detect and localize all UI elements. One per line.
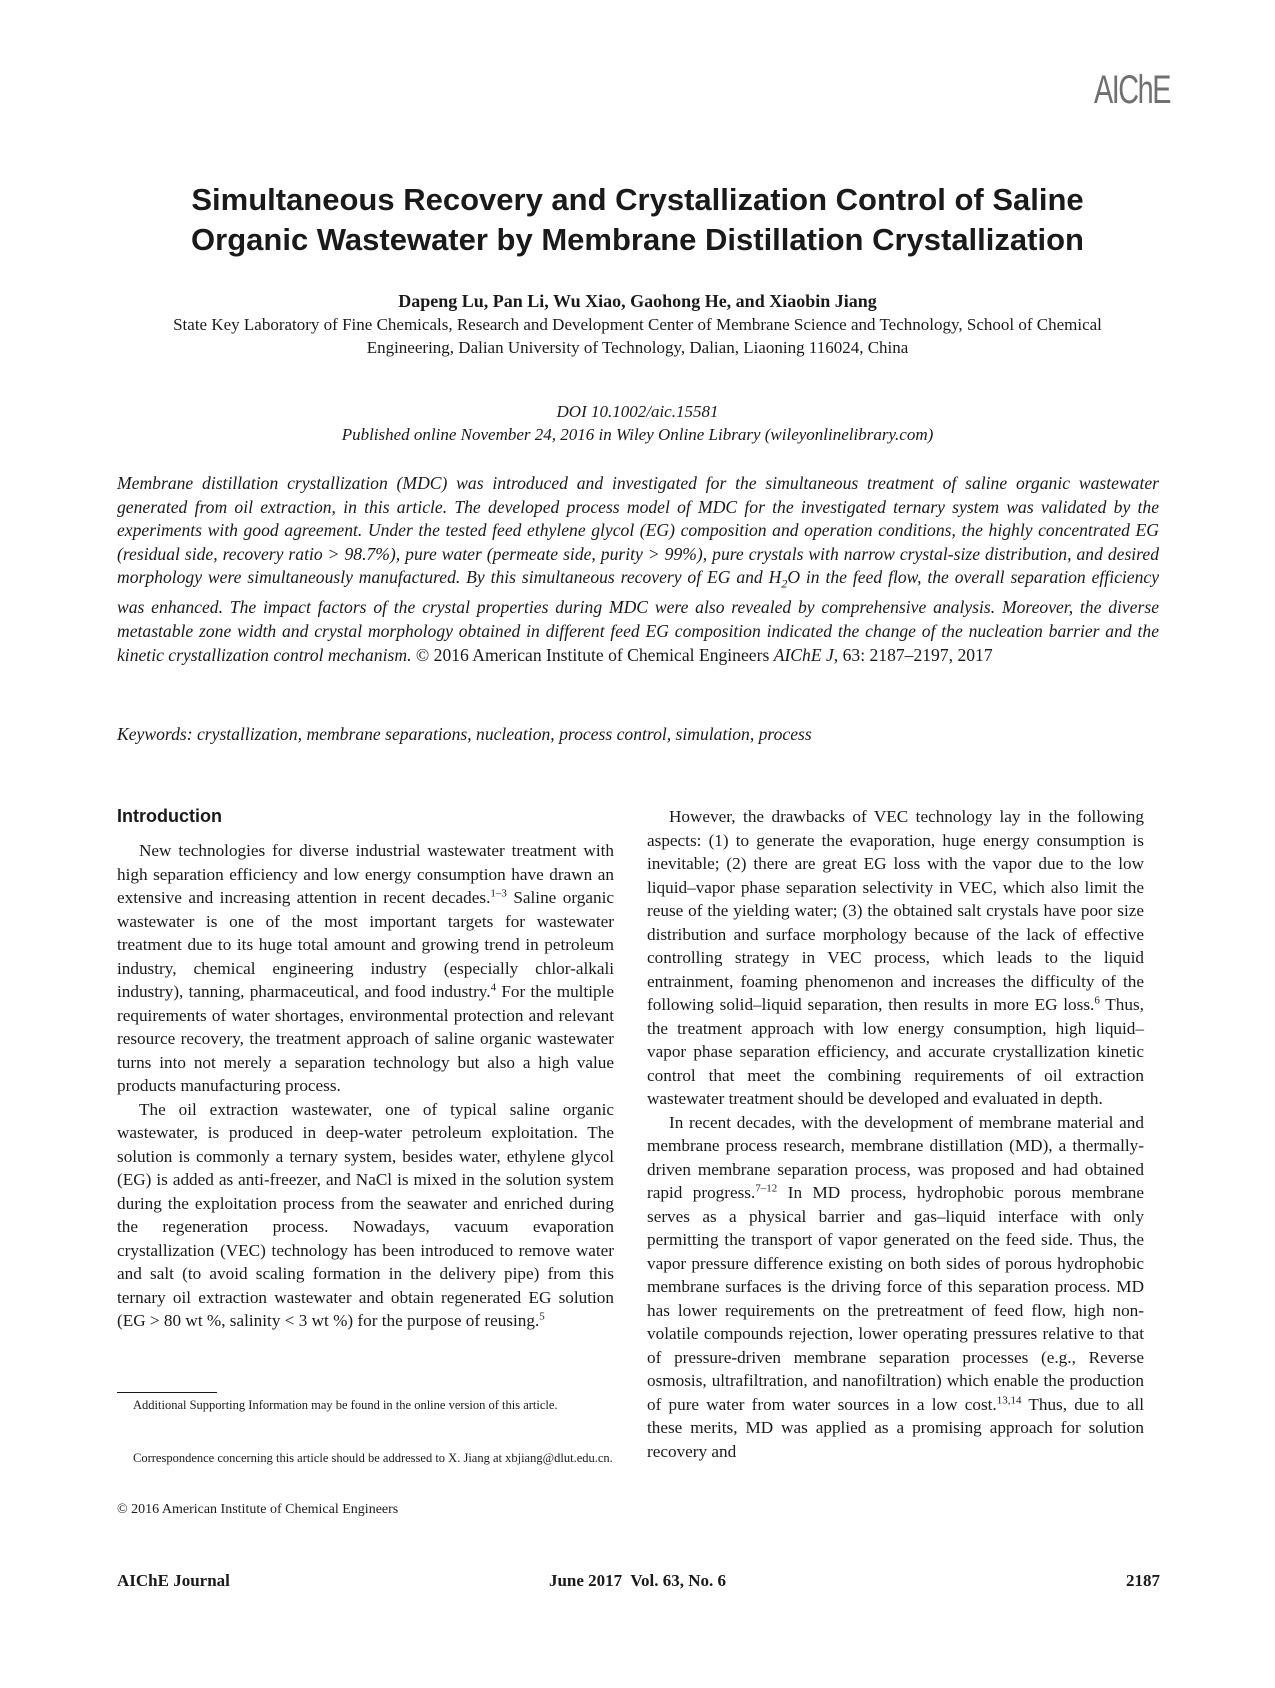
footer-journal: AIChE Journal xyxy=(117,1571,230,1590)
abstract-part-2: O in the feed flow, the overall separation efficiency was enhanced. The impact factors of the crystal properties during MDC were also revealed by comprehensive analysis. Moreover, the diverse metastable zone width and crystal morphology obtained in different feed EG composition indicated the change of the nucleation barrier and the kinetic crystallization control mechanism. xyxy=(117,567,1160,665)
title-line-1: Simultaneous Recovery and Crystallization Control of Saline xyxy=(191,182,1084,217)
paragraph xyxy=(117,839,614,1098)
author-list: Dapeng Lu, Pan Li, Wu Xiao, Gaohong He, and Xiaobin Jiang xyxy=(398,291,877,311)
abstract-subscript: 2 xyxy=(781,576,788,591)
text-span: In recent decades, with the development of membrane material and membrane process research, membrane distillation (MD), a thermally-driven membrane separation process, was proposed and had obtained rapid progress. xyxy=(647,1112,1144,1202)
citation-ref: 1–3 xyxy=(490,887,507,900)
keywords: Keywords: crystallization, membrane separations, nucleation, process control, simulation, process xyxy=(117,724,812,744)
paragraph xyxy=(647,805,1144,1111)
abstract-copyright: © 2016 American Institute of Chemical Engineers xyxy=(411,644,774,665)
text-span: The oil extraction wastewater, one of typical saline organic wastewater, is produced in deep-water petroleum exploitation. The solution is commonly a ternary system, besides water, ethylene glycol (EG) is added as anti-freezer, and NaCl is mixed in the solution system during the exploitation process from the seawater and enriched during the regeneration process. Nowadays, vacuum evaporation crystallization (VEC) technology has been introduced to remove water and salt (to avoid scaling formation in the delivery pipe) from this ternary oil extraction wastewater and obtain regenerated EG solution (EG > 80 wt %, salinity < 3 wt %) for the purpose of reusing. xyxy=(117,1099,614,1330)
journal-logo: AIChE xyxy=(1093,68,1170,112)
article-title xyxy=(110,180,1165,260)
text-span: However, the drawbacks of VEC technology lay in the following aspects: (1) to generate the evaporation, huge energy consumption is inevitable; (2) there are great EG loss with the vapor due to the low liquid–vapor phase separation selectivity in VEC, which also limit the reuse of the yielding water; (3) the obtained salt crystals have poor size distribution and surface morphology because of the lack of effective controlling strategy in VEC process, which leads to the liquid entrainment, foaming phenomenon and increases the difficulty of the following solid–liquid separation, then results in more EG loss. xyxy=(647,807,1144,1014)
abstract-journal: AIChE J xyxy=(773,644,834,665)
text-span: For the multiple requirements of water shortages, environmental protection and relevant resource recovery, the treatment approach of saline organic wastewater turns into not merely a separation technology but also a high value products manufacturing process. xyxy=(117,982,614,1095)
doi: DOI 10.1002/aic.15581 xyxy=(556,402,719,421)
citation-ref: 7–12 xyxy=(755,1182,778,1195)
footnote-correspondence: Correspondence concerning this article should be addressed to X. Jiang at xbjiang@dlut.edu.cn. xyxy=(133,1451,613,1465)
text-span: Thus, due to all these merits, MD was applied as a promising approach for solution recovery and xyxy=(647,1394,1144,1461)
right-column xyxy=(647,805,1144,1463)
text-span: Thus, the treatment approach with low energy consumption, high liquid–vapor phase separation efficiency, and accurate crystallization kinetic control that meet the combining requirements of oil extraction wastewater treatment should be developed and evaluated in depth. xyxy=(647,995,1144,1108)
affiliation: State Key Laboratory of Fine Chemicals, Research and Development Center of Membrane Science and Technology, School of Chemical Engineering, Dalian University of Technology, Dalian, Liaoning 116024, China xyxy=(173,315,1102,357)
paragraph xyxy=(117,1098,614,1333)
footer-page-number: 2187 xyxy=(1126,1571,1160,1590)
abstract xyxy=(117,472,1159,667)
abstract-citation: , 63: 2187–2197, 2017 xyxy=(833,644,993,665)
citation-ref: 4 xyxy=(490,981,497,994)
intro-heading: Introduction xyxy=(117,806,222,826)
abstract-part-1: Membrane distillation crystallization (MDC) was introduced and investigated for the simultaneous treatment of saline organic wastewater generated from oil extraction, in this article. The developed process model of MDC for the investigated ternary system was validated by the experiments with good agreement. Under the tested feed ethylene glycol (EG) composition and operation conditions, the highly concentrated EG (residual side, recovery ratio > 98.7%), pure water (permeate side, purity > 99%), pure crystals with narrow crystal-size distribution, and desired morphology were simultaneously manufactured. By this simultaneous recovery of EG and H xyxy=(117,473,1159,588)
text-span: Saline organic wastewater is one of the most important targets for wastewater treatment due to its huge total amount and growing trend in petroleum industry, chemical engineering industry (especially chlor-alkali industry), tanning, pharmaceutical, and food industry. xyxy=(117,888,615,1001)
citation-ref: 6 xyxy=(1094,994,1100,1007)
publication-info: Published online November 24, 2016 in Wiley Online Library (wileyonlinelibrary.com) xyxy=(341,425,934,444)
citation-ref: 13,14 xyxy=(996,1393,1022,1406)
paragraph xyxy=(647,1111,1144,1464)
citation-ref: 5 xyxy=(539,1310,545,1323)
footer-issue: June 2017 Vol. 63, No. 6 xyxy=(548,1571,727,1590)
title-line-2: Organic Wastewater by Membrane Distillation Crystallization xyxy=(191,222,1084,257)
footnote-rule xyxy=(117,1392,217,1393)
footnote-supporting-info: Additional Supporting Information may be found in the online version of this article. xyxy=(133,1398,558,1412)
copyright: © 2016 American Institute of Chemical Engineers xyxy=(117,1502,399,1517)
text-span: New technologies for diverse industrial wastewater treatment with high separation efficiency and low energy consumption have drawn an extensive and increasing attention in recent decades. xyxy=(117,841,614,907)
text-span: In MD process, hydrophobic porous membrane serves as a physical barrier and gas–liquid interface with only permitting the transport of vapor generated on the feed side. Thus, the vapor pressure difference existing on both sides of porous hydrophobic membrane surfaces is the driving force of this separation process. MD has lower requirements on the pretreatment of feed flow, high non-volatile compounds rejection, lower operating pressures relative to that of pressure-driven membrane separation processes (e.g., Reverse osmosis, ultrafiltration, and nanofiltration) which enable the production of pure water from water sources in a low cost. xyxy=(647,1183,1144,1414)
left-column xyxy=(117,805,614,1333)
